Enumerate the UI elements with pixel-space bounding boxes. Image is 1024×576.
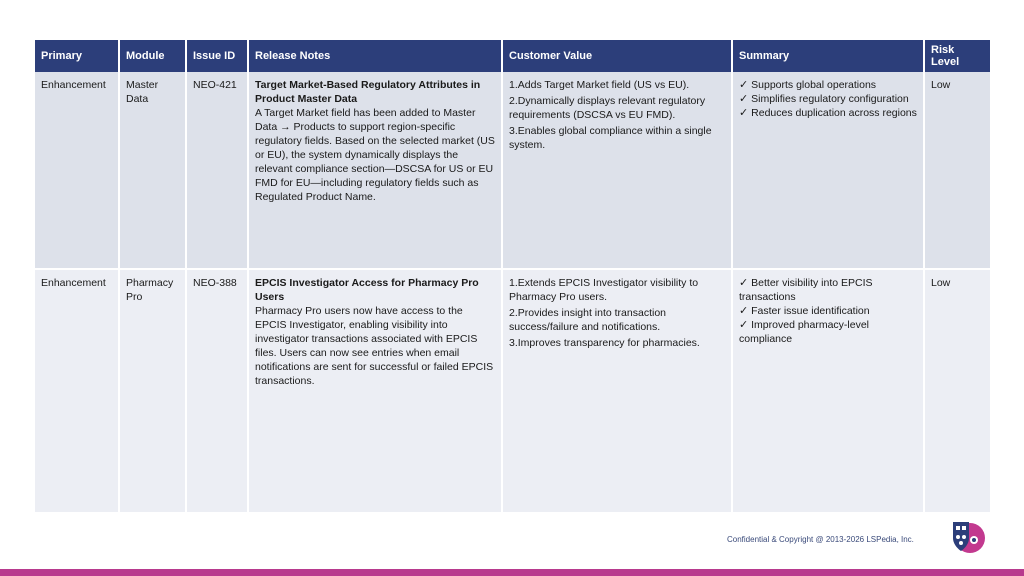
header-release-notes: Release Notes xyxy=(248,40,502,72)
summary-item xyxy=(739,92,917,106)
header-primary: Primary xyxy=(35,40,119,72)
header-issue-id: Issue ID xyxy=(186,40,248,72)
cell-issue-id: NEO-388 xyxy=(186,269,248,512)
customer-value-item: 2.Dynamically displays relevant regulatory requirements (DSCSA vs EU FMD). xyxy=(509,95,706,121)
customer-value-item: 1.Extends EPCIS Investigator visibility to Pharmacy Pro users. xyxy=(509,277,699,303)
header-summary: Summary xyxy=(732,40,924,72)
cell-customer-value xyxy=(502,269,732,512)
release-notes-table-container xyxy=(35,40,990,512)
release-note-body: Pharmacy Pro users now have access to the EPCIS Investigator, enabling visibility into investigator transactions associated with EPCIS files. Users can now see entries when email notifications are sent for successful or failed EPCIS transactions. xyxy=(255,305,494,387)
header-customer-value: Customer Value xyxy=(502,40,732,72)
summary-text: Supports global operations xyxy=(751,79,877,91)
release-note-body: A Target Market field has been added to Master Data → Products to support region-specific regulatory fields. Based on the selected market (US or EU), the system dynamically displays the relevant compliance section—DSCSA for US or EU FMD for EU—including regulatory fields such as Regulated Product Name. xyxy=(255,107,495,203)
check-icon: ✓ xyxy=(739,107,749,119)
header-risk-level: Risk Level xyxy=(924,40,990,72)
cell-module: Pharmacy Pro xyxy=(119,269,186,512)
cell-risk-level: Low xyxy=(924,72,990,269)
summary-text: Faster issue identification xyxy=(751,305,870,317)
cell-primary: Enhancement xyxy=(35,269,119,512)
table-header-row xyxy=(35,40,990,72)
release-note-title: EPCIS Investigator Access for Pharmacy Pro Users xyxy=(255,277,479,303)
summary-item xyxy=(739,276,917,304)
cell-risk-level: Low xyxy=(924,269,990,512)
summary-item xyxy=(739,78,917,92)
check-icon: ✓ xyxy=(739,319,749,331)
cell-customer-value xyxy=(502,72,732,269)
header-module: Module xyxy=(119,40,186,72)
customer-value-item: 2.Provides insight into transaction success/failure and notifications. xyxy=(509,307,667,333)
summary-text: Better visibility into EPCIS transactions xyxy=(739,277,873,303)
cell-module: Master Data xyxy=(119,72,186,269)
bottom-accent-bar xyxy=(0,569,1024,576)
lspedia-logo-icon xyxy=(948,518,986,556)
customer-value-item: 3.Enables global compliance within a single system. xyxy=(509,125,712,151)
customer-value-item: 3.Improves transparency for pharmacies. xyxy=(509,337,700,349)
summary-text: Improved pharmacy-level compliance xyxy=(739,319,870,345)
table-row xyxy=(35,269,990,512)
cell-release-notes xyxy=(248,269,502,512)
cell-summary xyxy=(732,72,924,269)
summary-item xyxy=(739,304,917,318)
check-icon: ✓ xyxy=(739,79,749,91)
summary-item xyxy=(739,106,917,120)
footer-copyright: Confidential & Copyright @ 2013-2026 LSPedia, Inc. xyxy=(727,535,914,544)
summary-item xyxy=(739,318,917,346)
summary-text: Reduces duplication across regions xyxy=(751,107,917,119)
cell-issue-id: NEO-421 xyxy=(186,72,248,269)
table-row xyxy=(35,72,990,269)
release-notes-table xyxy=(35,40,990,512)
release-note-title: Target Market-Based Regulatory Attributes in Product Master Data xyxy=(255,79,481,105)
cell-release-notes xyxy=(248,72,502,269)
summary-text: Simplifies regulatory configuration xyxy=(751,93,909,105)
check-icon: ✓ xyxy=(739,277,749,289)
cell-summary xyxy=(732,269,924,512)
cell-primary: Enhancement xyxy=(35,72,119,269)
check-icon: ✓ xyxy=(739,93,749,105)
customer-value-item: 1.Adds Target Market field (US vs EU). xyxy=(509,79,690,91)
check-icon: ✓ xyxy=(739,305,749,317)
